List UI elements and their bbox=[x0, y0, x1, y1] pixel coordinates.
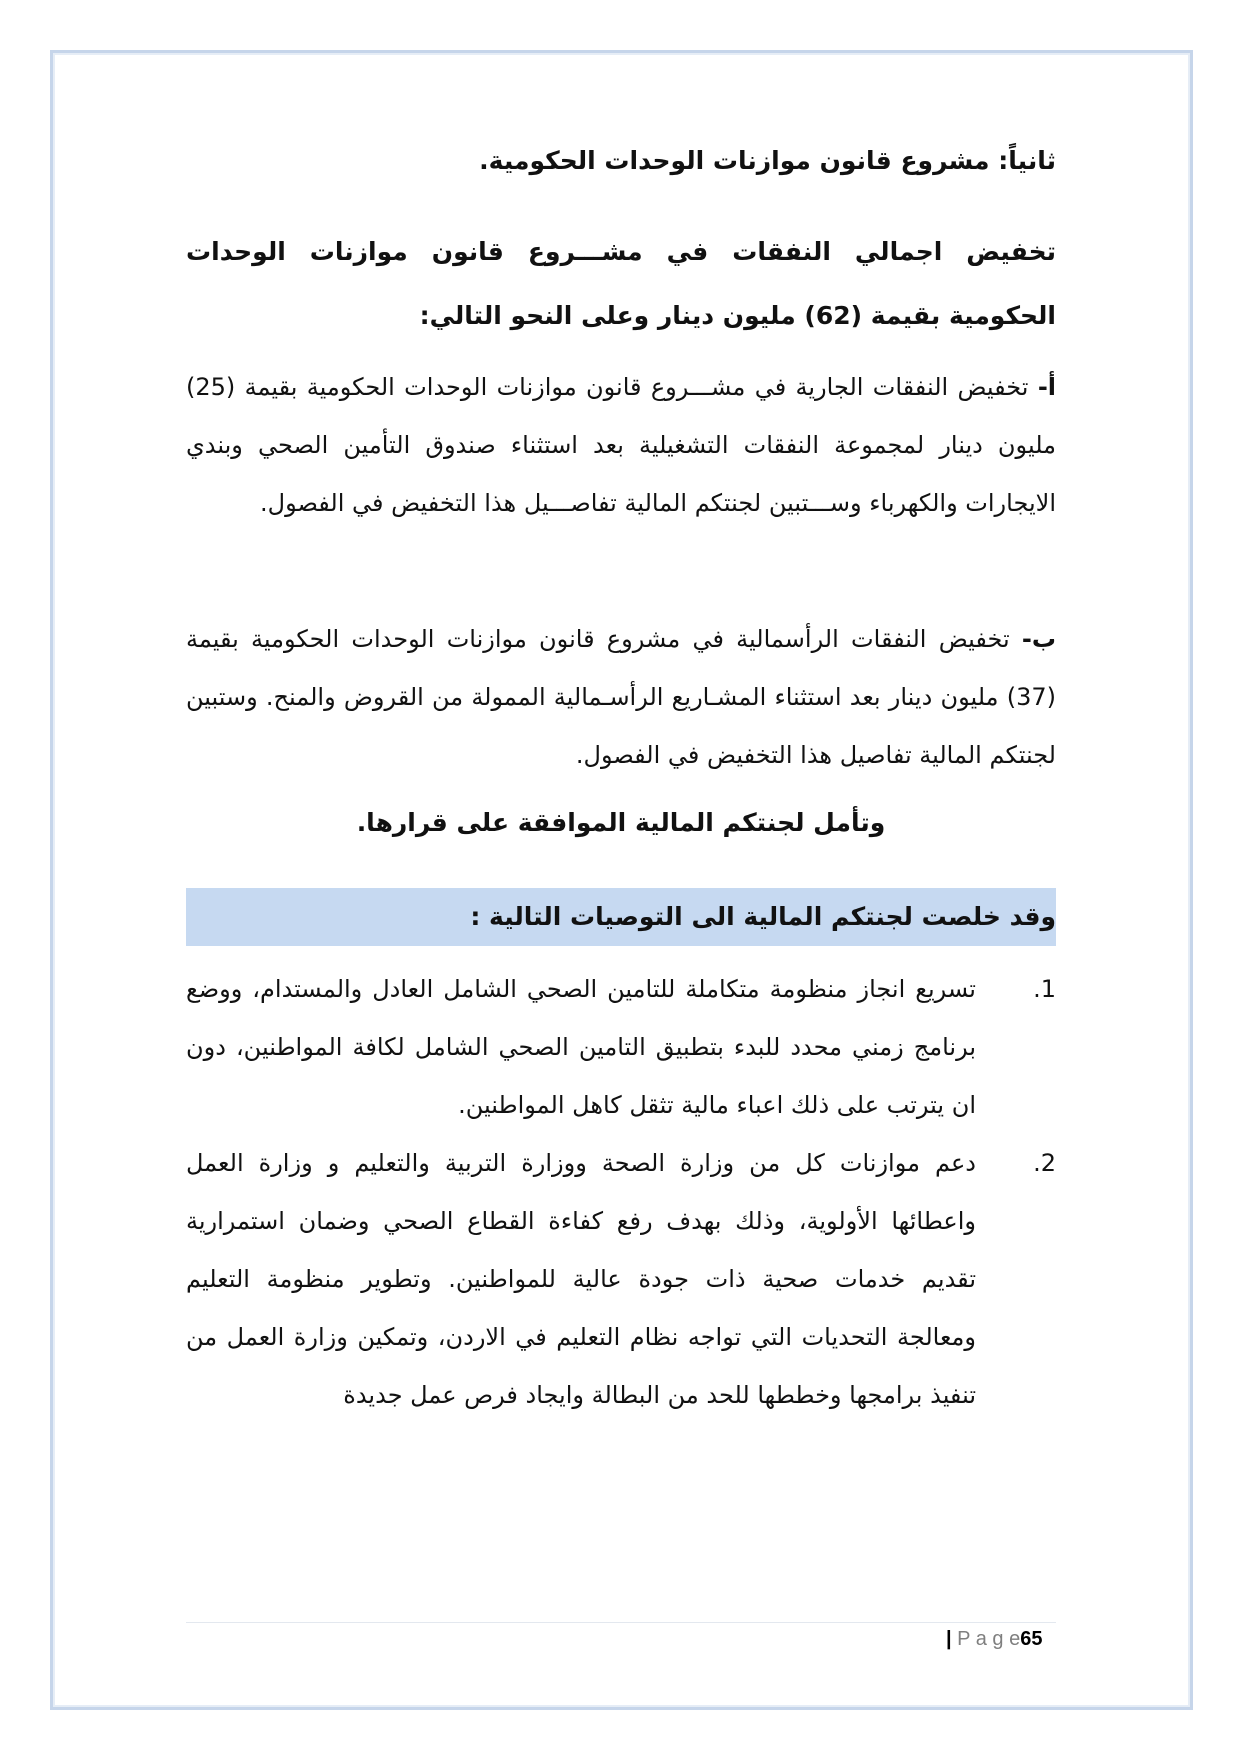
recommendations-list bbox=[186, 960, 1056, 1424]
subheading: تخفيض اجمالي النفقات في مشـــروع قانون موازنات الوحدات الحكومية بقيمة (62) مليون دينار وعلى النحو التالي: bbox=[186, 237, 1056, 330]
paragraph-b-text: تخفيض النفقات الرأسمالية في مشروع قانون موازنات الوحدات الحكومية بقيمة (37) مليون دينار بعد استثناء المشـاريع الرأسـمالية الممولة من القروض والمنح. وستبين لجنتكم المالية تفاصيل هذا التخفيض في الفصول. bbox=[186, 625, 1056, 769]
list-item-number: 2. bbox=[1033, 1149, 1056, 1177]
list-item-text: تسريع انجاز منظومة متكاملة للتامين الصحي الشامل العادل والمستدام، ووضع برنامج زمني محدد للبدء بتطبيق التامين الصحي الشامل لكافة المواطنين، دون ان يترتب على ذلك اعباء مالية تثقل كاهل المواطنين. bbox=[186, 975, 976, 1119]
paragraph-b bbox=[186, 610, 1056, 784]
list-item-text: دعم موازنات كل من وزارة الصحة ووزارة التربية والتعليم و وزارة العمل واعطائها الأولوية، وذلك بهدف رفع كفاءة القطاع الصحي وضمان استمرارية تقديم خدمات صحية ذات جودة عالية للمواطنين. وتطوير منظومة التعليم ومعالجة التحديات التي تواجه نظام التعليم في الاردن، وتمكين وزارة العمل من تنفيذ برامجها وخططها للحد من البطالة وايجاد فرص عمل جديدة bbox=[186, 1149, 976, 1409]
paragraph-a-text: تخفيض النفقات الجارية في مشـــروع قانون موازنات الوحدات الحكومية بقيمة (25) مليون دينار لمجموعة النفقات التشغيلية بعد استثناء صندوق التأمين الصحي وبندي الايجارات والكهرباء وســـتبين لجنتكم المالية تفاصـــيل هذا التخفيض في الفصول. bbox=[186, 373, 1056, 517]
recommendations-title bbox=[186, 888, 1056, 946]
recommendations-title-text: وقد خلصت لجنتكم المالية الى التوصيات التالية : bbox=[470, 902, 1056, 931]
list-item-number: 1. bbox=[1033, 975, 1056, 1003]
page-word: P a g e bbox=[957, 1628, 1021, 1650]
list-item bbox=[186, 1134, 1056, 1424]
section-heading: ثانياً: مشروع قانون موازنات الوحدات الحكومية. bbox=[479, 146, 1056, 175]
footer-bar: | bbox=[946, 1628, 952, 1650]
paragraph-b-label: ب- bbox=[1021, 625, 1056, 653]
page-footer bbox=[946, 1628, 1042, 1651]
paragraph-a bbox=[186, 358, 1056, 532]
footer-divider bbox=[186, 1622, 1056, 1623]
page-number: 65 bbox=[1020, 1628, 1043, 1650]
list-item bbox=[186, 960, 1056, 1134]
paragraph-a-label: أ- bbox=[1037, 373, 1056, 401]
closing-statement: وتأمل لجنتكم المالية الموافقة على قرارها. bbox=[356, 808, 886, 837]
